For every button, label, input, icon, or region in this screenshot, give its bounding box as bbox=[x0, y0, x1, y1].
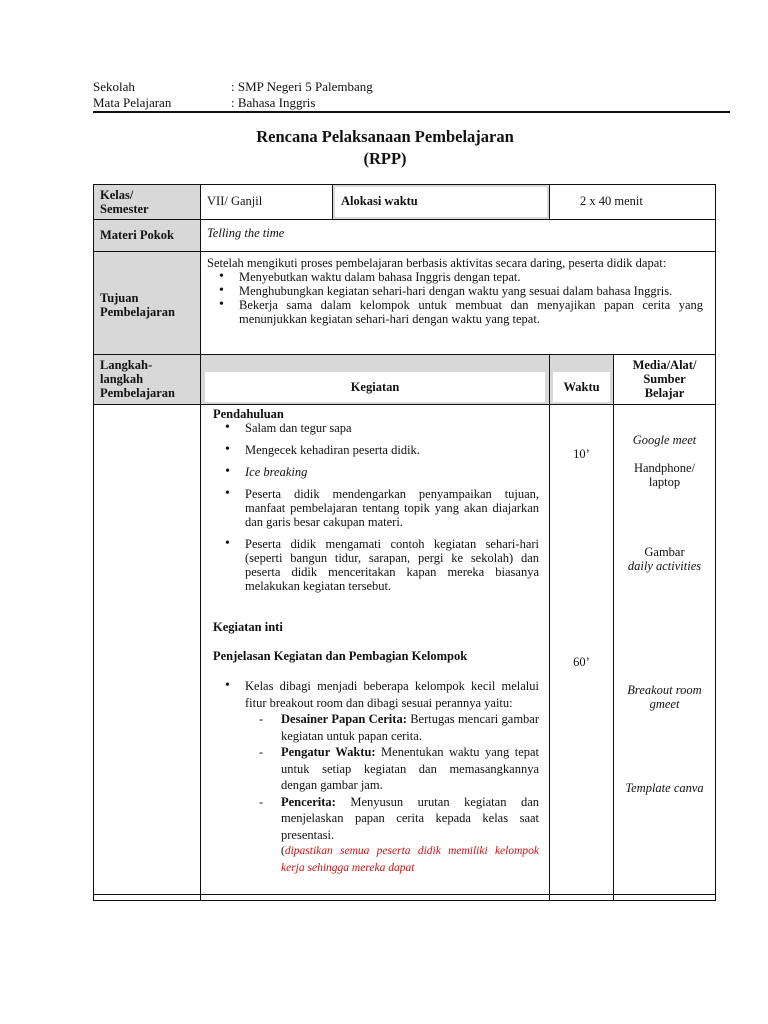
langkah-header-row bbox=[94, 355, 716, 405]
inti-item: • Kelas dibagi menjadi beberapa kelompok kecil melalui fitur breakout room dan dibagi sesuai perannya yaitu: bbox=[245, 678, 539, 711]
role-name: Pengatur Waktu: bbox=[281, 745, 376, 759]
kegiatan-header: Kegiatan bbox=[205, 372, 545, 402]
media-header-3: Belajar bbox=[644, 386, 685, 400]
page-title bbox=[93, 126, 677, 170]
alokasi-value-cell bbox=[550, 185, 716, 220]
kelas-label-cell bbox=[94, 185, 201, 220]
pendahuluan-list bbox=[213, 421, 543, 593]
header-divider bbox=[93, 111, 730, 113]
materi-row bbox=[94, 220, 716, 252]
roles-list bbox=[213, 711, 543, 876]
inti-heading: Kegiatan inti bbox=[213, 620, 283, 634]
pendahuluan-item: • Ice breaking bbox=[245, 465, 539, 479]
tujuan-row bbox=[94, 252, 716, 355]
kelas-label-1: Kelas/ bbox=[100, 188, 134, 202]
media-handphone: Handphone/ laptop bbox=[633, 461, 696, 489]
note-text: dipastikan semua peserta didik memiliki kelompok kerja sehingga mereka dapat bbox=[281, 845, 540, 874]
media-header-cell bbox=[614, 355, 716, 405]
materi-value: Telling the time bbox=[207, 226, 285, 240]
alokasi-label-cell bbox=[333, 185, 550, 220]
media-header-1: Media/Alat/ bbox=[632, 358, 697, 372]
kelas-label-2: Semester bbox=[100, 202, 149, 216]
inti-subheading: Penjelasan Kegiatan dan Pembagian Kelompok bbox=[213, 649, 468, 663]
document-header bbox=[93, 79, 713, 111]
media-google-meet: Google meet bbox=[632, 433, 697, 447]
materi-label: Materi Pokok bbox=[100, 228, 174, 242]
materi-label-cell bbox=[94, 220, 201, 252]
role-item bbox=[255, 794, 539, 844]
kelas-value-cell bbox=[201, 185, 333, 220]
kegiatan-cell bbox=[201, 405, 550, 895]
kegiatan-header-cell bbox=[201, 355, 550, 405]
tujuan-item: • Menyebutkan waktu dalam bahasa Inggris dengan tepat. bbox=[239, 270, 703, 284]
note-open: ( bbox=[281, 845, 285, 857]
role-item bbox=[255, 744, 539, 794]
tujuan-list bbox=[207, 270, 703, 326]
role-item bbox=[255, 711, 539, 744]
tujuan-intro: Setelah mengikuti proses pembelajaran berbasis aktivitas secara daring, peserta didik dapat: bbox=[207, 256, 667, 270]
langkah-label-1: Langkah- bbox=[100, 358, 153, 372]
pendahuluan-item: • Peserta didik mengamati contoh kegiatan sehari-hari (seperti bangun tidur, sarapan, pergi ke sekolah) dan peserta didik menceritakan kapan mereka biasanya melakukan kegiatan tersebut. bbox=[245, 537, 539, 593]
tujuan-label-cell bbox=[94, 252, 201, 355]
pendahuluan-heading: Pendahuluan bbox=[213, 407, 284, 421]
role-name: Pencerita: bbox=[281, 794, 336, 809]
media-header-2: Sumber bbox=[643, 372, 686, 386]
alokasi-label: Alokasi waktu bbox=[341, 194, 418, 208]
langkah-label-2: langkah bbox=[100, 372, 144, 386]
kelas-value: VII/ Ganjil bbox=[207, 194, 263, 208]
pendahuluan-item: • Salam dan tegur sapa bbox=[245, 421, 539, 435]
waktu-header-cell bbox=[550, 355, 614, 405]
rpp-table bbox=[93, 184, 716, 901]
tujuan-label-2: Pembelajaran bbox=[100, 305, 175, 319]
role-name: Desainer Papan Cerita: bbox=[281, 712, 407, 726]
tujuan-item: • Menghubungkan kegiatan sehari-hari dengan waktu yang sesuai dalam bahasa Inggris. bbox=[239, 284, 703, 298]
alokasi-value: 2 x 40 menit bbox=[580, 194, 643, 208]
media-cell bbox=[614, 405, 716, 895]
waktu-header: Waktu bbox=[553, 372, 610, 402]
media-breakout: Breakout room gmeet bbox=[627, 683, 702, 711]
school-value: : SMP Negeri 5 Palembang bbox=[231, 79, 373, 94]
tujuan-value-cell bbox=[201, 252, 716, 355]
kelas-row bbox=[94, 185, 716, 220]
subject-label: Mata Pelajaran bbox=[93, 95, 172, 110]
subject-row bbox=[93, 95, 713, 111]
content-left-cell bbox=[94, 405, 201, 895]
waktu-pendahuluan: 10’ bbox=[573, 447, 590, 461]
waktu-inti: 60’ bbox=[573, 655, 590, 669]
school-row bbox=[93, 79, 713, 95]
materi-value-cell bbox=[201, 220, 716, 252]
role-desc: Bertugas mencari gambar kegiatan untuk papan cerita. bbox=[281, 712, 540, 743]
tujuan-label-1: Tujuan bbox=[100, 291, 139, 305]
tujuan-item: • Bekerja sama dalam kelompok untuk membuat dan menyajikan papan cerita yang menunjukkan kegiatan sehari-hari dengan waktu yang tepat. bbox=[239, 298, 703, 326]
inti-note bbox=[255, 843, 539, 876]
subject-value: : Bahasa Inggris bbox=[231, 95, 316, 110]
waktu-cell bbox=[550, 405, 614, 895]
inti-list bbox=[213, 678, 543, 711]
pendahuluan-item: • Mengecek kehadiran peserta didik. bbox=[245, 443, 539, 457]
school-label: Sekolah bbox=[93, 79, 135, 94]
media-template: Template canva bbox=[625, 781, 704, 795]
content-row bbox=[94, 405, 716, 895]
role-desc: Menyusun urutan kegiatan dan menjelaskan papan cerita kepada kelas saat presentasi. bbox=[281, 794, 540, 842]
langkah-label-3: Pembelajaran bbox=[100, 386, 175, 400]
langkah-label-cell bbox=[94, 355, 201, 405]
title-line-2: (RPP) bbox=[363, 149, 407, 168]
title-line-1: Rencana Pelaksanaan Pembelajaran bbox=[256, 127, 514, 146]
pendahuluan-item: • Peserta didik mendengarkan penyampaikan tujuan, manfaat pembelajaran tentang topik yang akan diajarkan dan garis besar cakupan materi. bbox=[245, 487, 539, 529]
role-desc: Menentukan waktu yang tepat untuk setiap kegiatan dan memasangkannya dengan gambar jam. bbox=[281, 745, 540, 792]
bottom-row bbox=[94, 895, 716, 901]
media-gambar: Gambar daily activities bbox=[627, 545, 702, 573]
